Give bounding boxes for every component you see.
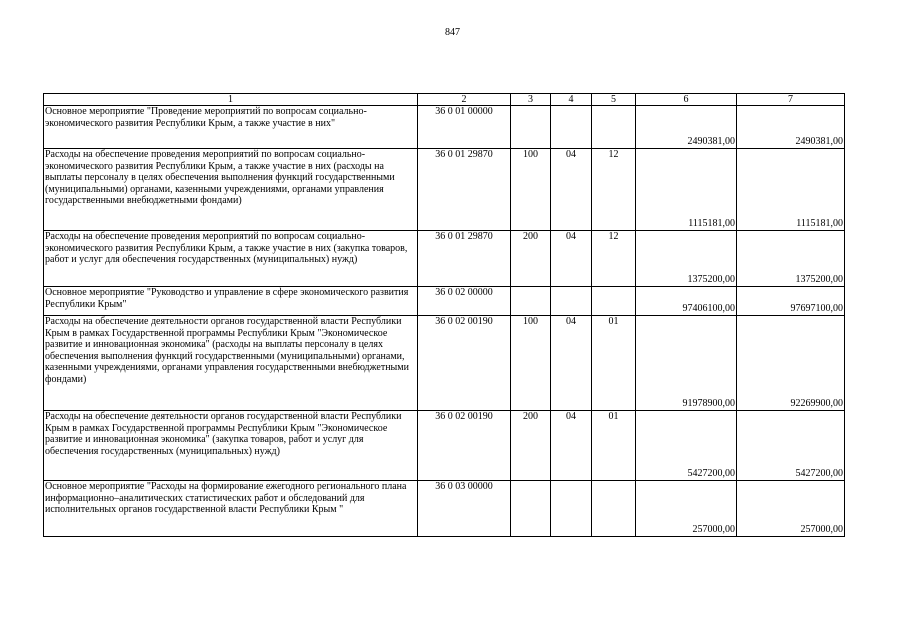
header-row [44,94,845,106]
row-name: Расходы на обеспечение деятельности органов государственной власти Республики Крым в рамках Государственной программы Республики Крым "Экономическое развитие и инновационная экономика" (закупка товаров, работ и услуг для обеспечения государственных (муниципальных) нужд) [44,411,418,481]
header-cell-7: 7 [737,94,845,106]
row-section [551,287,592,316]
row-name: Основное мероприятие "Руководство и управление в сфере экономического развития Республики Крым" [44,287,418,316]
row-section: 04 [551,411,592,481]
table-row [44,287,845,316]
row-name: Расходы на обеспечение проведения мероприятий по вопросам социально-экономического развития Республики Крым, а также участие в них (закупка товаров, работ и услуг для обеспечения государственных (муниципальных) нужд) [44,231,418,287]
row-expense-type [511,481,551,537]
table-row [44,481,845,537]
row-amount-year2: 5427200,00 [737,411,845,481]
row-amount-year1: 257000,00 [636,481,737,537]
table-row [44,106,845,149]
row-target-code: 36 0 01 29870 [418,231,511,287]
header-cell-6: 6 [636,94,737,106]
table-row [44,316,845,411]
budget-table [43,93,845,537]
row-amount-year2: 2490381,00 [737,106,845,149]
row-amount-year1: 97406100,00 [636,287,737,316]
row-target-code: 36 0 02 00190 [418,411,511,481]
header-cell-3: 3 [511,94,551,106]
row-subsection: 12 [592,149,636,231]
row-expense-type: 100 [511,149,551,231]
row-expense-type: 200 [511,231,551,287]
row-target-code: 36 0 01 29870 [418,149,511,231]
row-subsection [592,106,636,149]
row-expense-type [511,287,551,316]
row-subsection: 12 [592,231,636,287]
row-target-code: 36 0 01 00000 [418,106,511,149]
row-target-code: 36 0 02 00000 [418,287,511,316]
table-row [44,149,845,231]
row-subsection: 01 [592,316,636,411]
table-row [44,411,845,481]
row-name: Основное мероприятие "Расходы на формирование ежегодного регионального плана информационно–аналитических статистических работ и обследований для исполнительных органов государственной власти Республики Крым " [44,481,418,537]
row-amount-year1: 5427200,00 [636,411,737,481]
row-amount-year2: 1115181,00 [737,149,845,231]
page-number: 847 [445,27,460,38]
row-amount-year1: 1115181,00 [636,149,737,231]
row-expense-type: 200 [511,411,551,481]
row-subsection: 01 [592,411,636,481]
row-amount-year1: 91978900,00 [636,316,737,411]
row-name: Основное мероприятие "Проведение мероприятий по вопросам социально-экономического развития Республики Крым, а также участие в них" [44,106,418,149]
row-section [551,481,592,537]
row-expense-type: 100 [511,316,551,411]
header-cell-4: 4 [551,94,592,106]
row-target-code: 36 0 03 00000 [418,481,511,537]
row-name: Расходы на обеспечение деятельности органов государственной власти Республики Крым в рамках Государственной программы Республики Крым "Экономическое развитие и инновационная экономика" (расходы на выплаты персоналу в целях обеспечения выполнения функций государственными (муниципальными) органами, казенными учреждениями, органами управления государственными внебюджетными фондами) [44,316,418,411]
row-section: 04 [551,316,592,411]
row-amount-year2: 97697100,00 [737,287,845,316]
row-amount-year2: 1375200,00 [737,231,845,287]
row-amount-year1: 1375200,00 [636,231,737,287]
table-row [44,231,845,287]
row-amount-year2: 257000,00 [737,481,845,537]
row-target-code: 36 0 02 00190 [418,316,511,411]
header-cell-2: 2 [418,94,511,106]
row-expense-type [511,106,551,149]
row-section: 04 [551,149,592,231]
row-section: 04 [551,231,592,287]
row-amount-year2: 92269900,00 [737,316,845,411]
row-amount-year1: 2490381,00 [636,106,737,149]
row-subsection [592,287,636,316]
row-name: Расходы на обеспечение проведения мероприятий по вопросам социально-экономического развития Республики Крым, а также участие в них (расходы на выплаты персоналу в целях обеспечения выполнения функций государственными (муниципальными) органами, казенными учреждениями, органами управления государственными внебюджетными фондами) [44,149,418,231]
header-cell-1: 1 [44,94,418,106]
row-subsection [592,481,636,537]
row-section [551,106,592,149]
header-cell-5: 5 [592,94,636,106]
